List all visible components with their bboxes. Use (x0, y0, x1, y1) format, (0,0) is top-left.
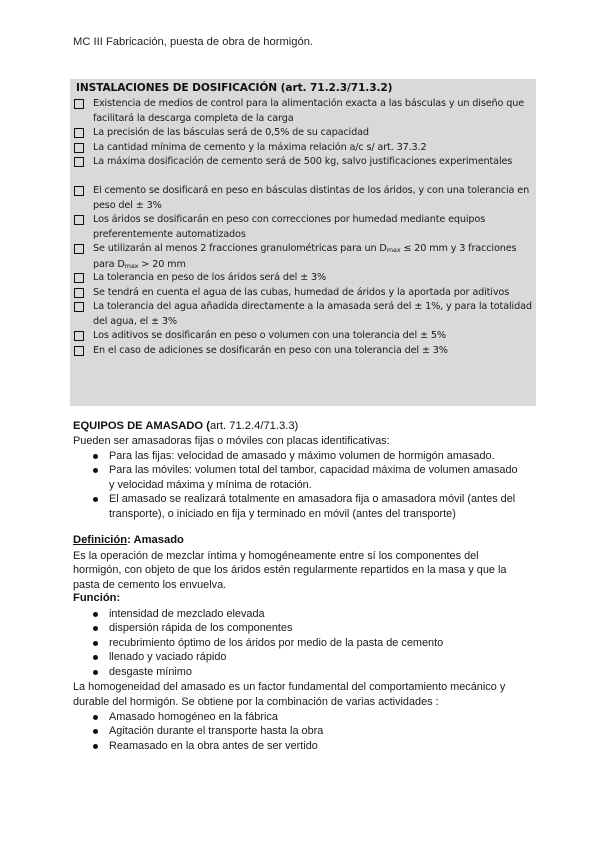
definicion-title: Definición: Amasado (73, 534, 184, 546)
checklist-item: La cantidad mínima de cemento y la máxima relación a/c s/ art. 37.3.2 (74, 141, 534, 156)
box-title: INSTALACIONES DE DOSIFICACIÓN (art. 71.2.3/71.3.2) (76, 82, 393, 94)
list-item: intensidad de mezclado elevada (93, 607, 523, 622)
list-item: Amasado homogéneo en la fábrica (93, 710, 523, 725)
checklist-item: El cemento se dosificará en peso en básculas distintas de los áridos, y con una tolerancia en peso del ± 3% (74, 184, 534, 213)
list-item: llenado y vaciado rápido (93, 650, 523, 665)
bullet-icon (93, 670, 98, 675)
checklist-item: La máxima dosificación de cemento será de 500 kg, salvo justificaciones experimentales (74, 155, 534, 170)
equipos-intro: Pueden ser amasadoras fijas o móviles con placas identificativas: (73, 435, 390, 447)
bullet-icon (93, 715, 98, 720)
bullet-icon (93, 626, 98, 631)
checklist-item-fracciones: Se utilizarán al menos 2 fracciones granulométricas para un Dmax ≤ 20 mm y 3 fracciones para Dmax > 20 mm (74, 242, 534, 273)
checkbox-icon (74, 215, 84, 225)
checklist-item: La tolerancia en peso de los áridos será del ± 3% (74, 271, 534, 286)
checkbox-icon (74, 346, 84, 356)
checkbox-icon (74, 302, 84, 312)
bullet-icon (93, 744, 98, 749)
bullet-icon (93, 729, 98, 734)
checkbox-icon (74, 331, 84, 341)
dosificacion-box (70, 79, 536, 406)
checklist-item: Los áridos se dosificarán en peso con correcciones por humedad mediante equipos preferentemente automatizados (74, 213, 534, 242)
list-item: Para las fijas: velocidad de amasado y máximo volumen de hormigón amasado. (93, 449, 523, 464)
checklist-item: Se tendrá en cuenta el agua de las cubas, humedad de áridos y la aportada por aditivos (74, 286, 534, 301)
list-item: recubrimiento óptimo de los áridos por medio de la pasta de cemento (93, 636, 523, 651)
bullet-icon (93, 468, 98, 473)
checklist-item: Los aditivos se dosificarán en peso o volumen con una tolerancia del ± 5% (74, 329, 534, 344)
bullet-icon (93, 454, 98, 459)
list-item: Para las móviles: volumen total del tambor, capacidad máxima de volumen amasado y velocidad máxima y mínima de rotación. (93, 463, 523, 492)
funcion-title: Función: (73, 592, 121, 604)
checklist-item: La precisión de las básculas será de 0,5% de su capacidad (74, 126, 534, 141)
list-item: Agitación durante el transporte hasta la obra (93, 724, 523, 739)
checkbox-icon (74, 244, 84, 254)
checklist-item: En el caso de adiciones se dosificarán en peso con una tolerancia del ± 3% (74, 344, 534, 359)
bullet-icon (93, 655, 98, 660)
definicion-text: Es la operación de mezclar íntima y homogéneamente entre sí los componentes del hormigón, con objeto de que los áridos estén regularmente repartidos en la masa y que la pasta de cemento los envuelva. (73, 549, 507, 591)
list-item: Reamasado en la obra antes de ser vertido (93, 739, 523, 754)
checkbox-icon (74, 99, 84, 109)
checkbox-icon (74, 128, 84, 138)
list-item: El amasado se realizará totalmente en amasadora fija o amasadora móvil (antes del transporte), o iniciado en fija y terminado en móvil (antes del transporte) (93, 492, 523, 521)
list-item: dispersión rápida de los componentes (93, 621, 523, 636)
list-item: desgaste mínimo (93, 665, 523, 680)
checkbox-icon (74, 157, 84, 167)
checkbox-icon (74, 186, 84, 196)
bullet-icon (93, 497, 98, 502)
page-header: MC III Fabricación, puesta de obra de hormigón. (73, 36, 314, 48)
checklist-item: La tolerancia del agua añadida directamente a la amasada será del ± 1%, y para la totalidad del agua, el ± 3% (74, 300, 534, 329)
equipos-title: EQUIPOS DE AMASADO (art. 71.2.4/71.3.3) (73, 420, 299, 432)
checkbox-icon (74, 288, 84, 298)
checklist-item: Existencia de medios de control para la alimentación exacta a las básculas y un diseño que facilitará la descarga completa de la carga (74, 97, 534, 126)
checkbox-icon (74, 143, 84, 153)
bullet-icon (93, 641, 98, 646)
bullet-icon (93, 612, 98, 617)
homogeneidad-text: La homogeneidad del amasado es un factor fundamental del comportamiento mecánico y durable del hormigón. Se obtiene por la combinación de varias actividades : (73, 681, 506, 708)
checkbox-icon (74, 273, 84, 283)
